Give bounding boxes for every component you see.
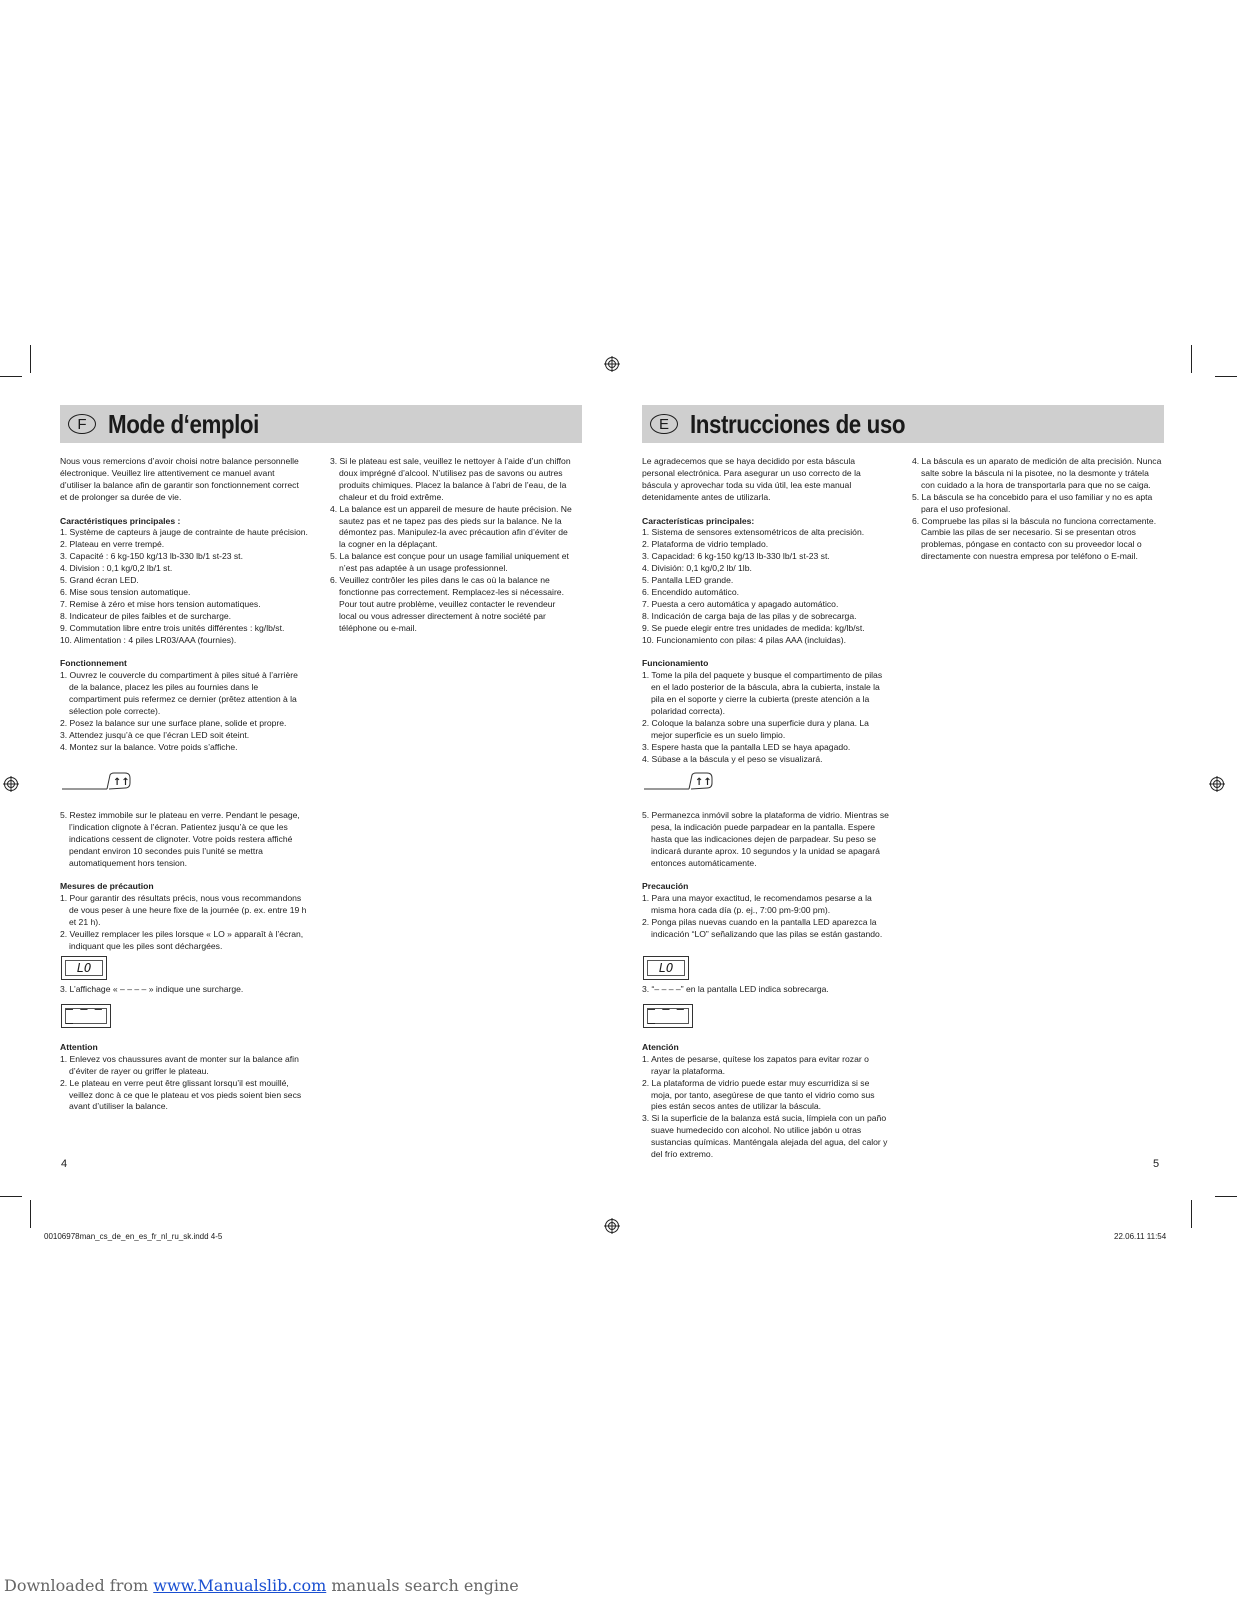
list-item: 10. Funcionamiento con pilas: 4 pilas AAA (incluidas).	[642, 634, 846, 645]
lcd-display-overload	[643, 1004, 693, 1028]
section-heading: Fonctionnement	[60, 658, 127, 669]
list-item: 8. Indicateur de piles faibles et de surcharge.	[60, 610, 232, 621]
list-item: 8. Indicación de carga baja de las pilas y de sobrecarga.	[642, 610, 857, 621]
list-item: 4. División: 0,1 kg/0,2 lb/ 1lb.	[642, 563, 752, 574]
list-item: 2. Plataforma de vidrio templado.	[642, 539, 769, 550]
crop-mark	[1191, 1200, 1192, 1228]
list-item: 1. Antes de pesarse, quítese los zapatos para evitar rozar o rayar la plataforma.	[642, 1053, 869, 1076]
lcd-display-lo	[643, 956, 689, 980]
list-item: 2. Posez la balance sur une surface plane, solide et propre.	[60, 717, 287, 728]
attention-list-continued	[912, 456, 1164, 563]
lcd-text: LO	[647, 960, 685, 976]
list-item: 2. La plataforma de vidrio puede estar muy escurridiza si se moja, por tanto, asegúrese de que tanto el vidrio como sus pies están secos antes de utilizar la báscula.	[642, 1077, 875, 1112]
lcd-text: LO	[65, 960, 103, 976]
list-item: 3. Espere hasta que la pantalla LED se haya apagado.	[642, 741, 851, 752]
precaution-list	[642, 893, 890, 941]
list-item: 4. Division : 0,1 kg/0,2 lb/1 st.	[60, 563, 173, 574]
list-item: 6. Encendido automático.	[642, 586, 739, 597]
intro-paragraph: Nous vous remercions d’avoir choisi notre balance personnelle électronique. Veuillez lire attentivement ce manuel avant d’utiliser la balance afin de garantir son fonctionnement correct et de prolonger sa durée de vie.	[60, 456, 299, 502]
list-item: 5. Grand écran LED.	[60, 575, 139, 586]
list-item: 1. Enlevez vos chaussures avant de monter sur la balance afin d’éviter de rayer ou griffer le plateau.	[60, 1053, 299, 1076]
download-suffix: manuals search engine	[326, 1576, 519, 1595]
list-item: 5. Permanezca inmóvil sobre la plataforma de vidrio. Mientras se pesa, la indicación puede parpadear en la pantalla. Espere hasta que las indicaciones dejen de parpadear. Su peso se indicará durante aprox. 10 segundos y la unidad se apagará entonces automáticamente.	[642, 810, 889, 868]
right-precaution-3	[642, 984, 890, 996]
language-badge: F	[68, 414, 96, 434]
list-item: 1. Ouvrez le couvercle du compartiment à piles situé à l’arrière de la balance, placez les piles au fournies dans le compartiment puis refermez ce dernier (prêtez attention à la sélection pole correcte).	[60, 670, 298, 716]
right-attention	[642, 1030, 890, 1161]
list-item: 7. Remise à zéro et mise hors tension automatiques.	[60, 598, 261, 609]
list-item: 2. Le plateau en verre peut être glissant lorsqu’il est mouillé, veillez donc à ce que le plateau et vos pieds soient bien secs avant d’utiliser la balance.	[60, 1077, 302, 1112]
crop-mark	[0, 376, 22, 377]
registration-mark-icon	[3, 776, 19, 792]
crop-mark	[1215, 1196, 1237, 1197]
list-item: 1. Sistema de sensores extensométricos de alta precisión.	[642, 527, 865, 538]
header-bar-spanish	[642, 405, 1164, 443]
scale-feet-icon	[62, 771, 134, 793]
section-heading: Attention	[60, 1041, 98, 1052]
svg-text:↑↑: ↑↑	[695, 777, 712, 788]
manualslib-link[interactable]: www.Manualslib.com	[153, 1576, 327, 1595]
list-item: 9. Se puede elegir entre tres unidades de medida: kg/lb/st.	[642, 622, 865, 633]
left-column-2	[330, 456, 575, 635]
list-item: 4. Montez sur la balance. Votre poids s’affiche.	[60, 741, 238, 752]
attention-list	[60, 1054, 308, 1114]
operation-list	[642, 670, 890, 765]
list-item: 7. Puesta a cero automática y apagado automático.	[642, 598, 839, 609]
list-item: 4. La báscula es un aparato de medición de alta precisión. Nunca salte sobre la báscula ni la pisotee, no la desmonte y trátela con cuidado a la hora de transportarla para que no se caiga.	[912, 456, 1162, 490]
attention-list	[642, 1054, 890, 1161]
lcd-display-lo	[61, 956, 107, 980]
page-number: 4	[61, 1158, 68, 1170]
list-item: 2. Plateau en verre trempé.	[60, 539, 165, 550]
list-item: 3. Attendez jusqu’à ce que l’écran LED soit éteint.	[60, 729, 250, 740]
right-column-1-top	[642, 456, 890, 766]
language-badge: E	[650, 414, 678, 434]
file-info: 00106978man_cs_de_en_es_fr_nl_ru_sk.indd 4-5	[44, 1232, 223, 1241]
date-time: 22.06.11 11:54	[1114, 1232, 1167, 1241]
list-item: 6. Mise sous tension automatique.	[60, 586, 191, 597]
section-heading: Mesures de précaution	[60, 881, 154, 892]
list-item: 3. “– – – –” en la pantalla LED indica sobrecarga.	[642, 984, 829, 994]
left-column-1-bottom	[60, 810, 308, 953]
list-item: 3. Capacidad: 6 kg-150 kg/13 lb-330 lb/1 st-23 st.	[642, 551, 830, 562]
list-item: 3. L’affichage « – – – – » indique une surcharge.	[60, 984, 244, 994]
operation-list-continued	[60, 810, 308, 870]
list-item: 5. La báscula se ha concebido para el uso familiar y no es apta para el uso profesional.	[912, 491, 1153, 514]
list-item: 6. Compruebe las pilas si la báscula no funciona correctamente. Cambie las pilas de ser necesario. Si se presentan otros problemas, póngase en contacto con su proveedor local o directamente con nuestra empresa por teléfono o E-mail.	[912, 515, 1157, 562]
intro-paragraph: Le agradecemos que se haya decidido por esta báscula personal electrónica. Para asegurar un uso correcto de la báscula y aprovechar toda su vida útil, lea este manual detenidamente antes de utilizarla.	[642, 456, 861, 502]
right-column-1-bottom	[642, 810, 890, 941]
crop-mark	[30, 345, 31, 373]
list-item: 4. La balance est un appareil de mesure de haute précision. Ne sautez pas et ne tapez pas des pieds sur la balance. Ne la démontez pas. Manipulez-la avec précaution afin d’éviter de la cogner en la déplaçant.	[330, 503, 572, 550]
download-banner	[4, 1576, 519, 1595]
list-item: 2. Coloque la balanza sobre una superficie dura y plana. La mejor superficie es un suelo limpio.	[642, 717, 869, 740]
list-item: 10. Alimentation : 4 piles LR03/AAA (fournies).	[60, 634, 237, 645]
features-list	[60, 527, 308, 646]
svg-text:↑↑: ↑↑	[113, 777, 130, 788]
list-item: 4. Súbase a la báscula y el peso se visualizará.	[642, 753, 823, 764]
list-item: 3. Si la superficie de la balanza está sucia, límpiela con un paño suave humedecido con alcohol. No utilice jabón u otras sustancias químicas. Manténgala alejada del agua, del calor y del frío extremo.	[642, 1113, 888, 1160]
page-number: 5	[1153, 1158, 1160, 1170]
registration-mark-icon	[604, 356, 620, 372]
list-item: 1. Pour garantir des résultats précis, nous vous recommandons de vous peser à une heure fixe de la journée (p. ex. entre 19 h et 21 h).	[60, 893, 307, 928]
operation-list	[60, 670, 308, 753]
list-item: 6. Veuillez contrôler les piles dans le cas où la balance ne fonctionne pas correctement. Remplacez-les si nécessaire. Pour tout autre problème, veuillez contacter le revendeur local ou vous adresser directement à notre société par téléphone ou e-mail.	[330, 575, 564, 633]
list-item: 5. Restez immobile sur le plateau en verre. Pendant le pesage, l’indication clignote à l’écran. Patientez jusqu’à ce que les indications cessent de clignoter. Votre poids restera affiché pendant environ 10 secondes puis l’unité se mettra automatiquement hors tension.	[60, 810, 300, 868]
list-item: 1. Tome la pila del paquete y busque el compartimento de pilas en el lado posterior de la báscula, abra la cubierta, instale la pila en el soporte y cierre la cubierta (preste atención a la polaridad correcta).	[642, 670, 883, 716]
section-heading: Atención	[642, 1041, 679, 1052]
list-item: 3. Capacité : 6 kg-150 kg/13 lb-330 lb/1 st-23 st.	[60, 551, 243, 562]
page-title: Mode d‘emploi	[108, 408, 259, 439]
list-item: 2. Ponga pilas nuevas cuando en la pantalla LED aparezca la indicación “LO” señalizando que las pilas se están gastando.	[642, 917, 883, 940]
scale-feet-icon	[644, 771, 716, 793]
crop-mark	[1215, 376, 1237, 377]
list-item: 3. Si le plateau est sale, veuillez le nettoyer à l’aide d’un chiffon doux imprégné d’alcool. N’utilisez pas de savons ou autres produits chimiques. Placez la balance à l’abri de l’eau, de la chaleur et du froid extrême.	[330, 456, 571, 502]
list-item: 1. Para una mayor exactitud, le recomendamos pesarse a la misma hora cada día (p. ej., 7:00 pm-9:00 pm).	[642, 893, 872, 916]
registration-mark-icon	[1209, 776, 1225, 792]
page-title: Instrucciones de uso	[690, 408, 906, 439]
crop-mark	[1191, 345, 1192, 373]
operation-list-continued	[642, 810, 890, 870]
lcd-display-overload	[61, 1004, 111, 1028]
list-item: 9. Commutation libre entre trois unités différentes : kg/lb/st.	[60, 622, 285, 633]
precaution-list	[60, 893, 308, 953]
left-attention	[60, 1030, 308, 1113]
section-heading: Precaución	[642, 881, 689, 892]
crop-mark	[30, 1200, 31, 1228]
lcd-text: – – – –	[647, 1008, 689, 1024]
download-prefix: Downloaded from	[4, 1576, 154, 1595]
section-heading: Características principales:	[642, 515, 755, 526]
left-column-1-top	[60, 456, 308, 754]
list-item: 1. Système de capteurs à jauge de contrainte de haute précision.	[60, 527, 308, 538]
left-precaution-3	[60, 984, 308, 996]
right-column-2	[912, 456, 1164, 563]
header-bar-french	[60, 405, 582, 443]
list-item: 2. Veuillez remplacer les piles lorsque « LO » apparaît à l’écran, indiquant que les piles sont déchargées.	[60, 929, 304, 951]
section-heading: Caractéristiques principales :	[60, 515, 181, 526]
registration-mark-icon	[604, 1218, 620, 1234]
section-heading: Funcionamiento	[642, 658, 709, 669]
crop-mark	[0, 1196, 22, 1197]
list-item: 5. Pantalla LED grande.	[642, 575, 734, 586]
attention-list-continued	[330, 456, 575, 635]
list-item: 5. La balance est conçue pour un usage familial uniquement et n’est pas adaptée à un usage professionnel.	[330, 551, 569, 574]
features-list	[642, 527, 890, 646]
lcd-text: – – – –	[65, 1008, 107, 1024]
